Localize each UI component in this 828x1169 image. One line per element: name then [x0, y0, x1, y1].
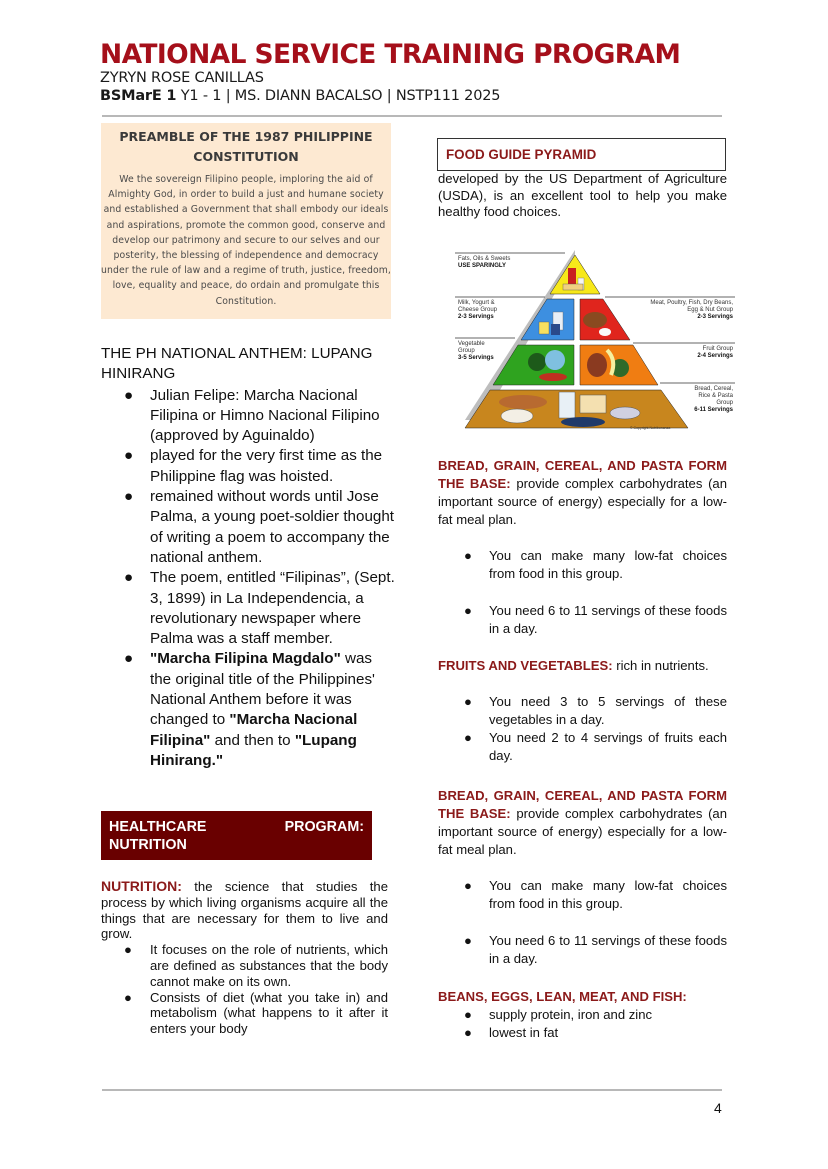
page-header [100, 40, 730, 106]
list-item: ● "Marcha Filipina Magdalo" was the original title of the Philippines' National Anthem before it was changed to "Marcha Nacional Filipina" and then to "Lupang Hinirang." [124, 650, 375, 769]
pyramid-label-fats: Fats, Oils & Sweets USE SPARINGLY [458, 256, 511, 269]
nutrition-term: NUTRITION: [101, 878, 182, 894]
program-code: BSMarE 1 [100, 88, 177, 104]
bullet-icon: ● [124, 942, 132, 958]
section-heading: BREAD, GRAIN, CEREAL, AND PASTA FORM THE BASE: [438, 788, 727, 822]
bullet-icon: ● [464, 1007, 472, 1023]
healthcare-heading-box: HEALTHCARE PROGRAM: NUTRITION [101, 811, 372, 860]
preamble-box [101, 123, 391, 319]
bullet-icon: ● [464, 730, 472, 746]
anthem-heading: THE PH NATIONAL ANTHEM: LUPANG HINIRANG [101, 345, 373, 383]
list-item: ● supply protein, iron and zinc [438, 1006, 727, 1024]
section-heading: BEANS, EGGS, LEAN, MEAT, AND FISH: [438, 989, 687, 1004]
pyramid-label-milk: Milk, Yogurt & Cheese Group 2-3 Servings [458, 300, 498, 320]
list-item: ● You can make many low-fat choices from food in this group. [464, 548, 727, 582]
list-item: ● lowest in fat [438, 1024, 727, 1042]
list-item: ● played for the very first time as the Philippine flag was hoisted. [124, 447, 383, 485]
preamble-title: PREAMBLE OF THE 1987 PHILIPPINE CONSTITUTION [119, 129, 373, 164]
nutrition-section [101, 879, 388, 1037]
bullet-icon: ● [464, 548, 472, 564]
list-item: ● It focuses on the role of nutrients, which are defined as substances that the body cannot make on its own. [124, 942, 388, 989]
section-bread-grain-1: BREAD, GRAIN, CEREAL, AND PASTA FORM THE BASE: provide complex carbohydrates (an important source of energy) especially for a low- fat meal plan. ● You can make many low-fat choices from food in this group. ● You need 6 to 11 servings of these foods in a day. [438, 457, 727, 638]
bullet-icon: ● [464, 602, 472, 618]
food-pyramid-title: FOOD GUIDE PYRAMID [446, 147, 597, 162]
list-item: ● Consists of diet (what you take in) and metabolism (what happens to it after it enters your body [124, 989, 388, 1037]
list-item: ● The poem, entitled “Filipinas”, (Sept. 3, 1899) in La Independencia, a revolutionary newspaper where Palma was a staff member. [124, 569, 395, 648]
bullet-icon: ● [124, 650, 134, 668]
course-details [100, 87, 730, 106]
food-pyramid-description: developed by the US Department of Agriculture (USDA), is an excellent tool to help you make healthy food choices. [438, 171, 727, 219]
bullet-icon: ● [464, 694, 472, 710]
pyramid-label-bread: Bread, Cereal, Rice & Pasta Group 6-11 Servings [694, 386, 733, 413]
bullet-icon: ● [124, 989, 132, 1005]
header-divider [102, 115, 722, 117]
bullet-icon: ● [124, 569, 134, 587]
bullet-icon: ● [464, 1025, 472, 1041]
section-heading: FRUITS AND VEGETABLES: [438, 658, 613, 673]
pyramid-label-fruit: Fruit Group 2-4 Servings [697, 346, 733, 359]
list-item: ● Julian Felipe: Marcha Nacional Filipina or Himno Nacional Filipino (approved by Aguinaldo) [124, 386, 380, 445]
list-item: ● You need 6 to 11 servings of these foods in a day. [464, 932, 727, 966]
section-heading: BREAD, GRAIN, CEREAL, AND PASTA FORM THE BASE: [438, 458, 727, 492]
list-item: ● remained without words until Jose Palma, a young poet-soldier thought of writing a poem to accompany the national anthem. [124, 488, 395, 566]
food-pyramid-image [455, 250, 735, 432]
pyramid-label-vegetable: Vegetable Group 3-5 Servings [458, 341, 494, 361]
nutrition-bullet-list [101, 942, 388, 1037]
bullet-icon: ● [464, 932, 472, 948]
anthem-bullet-list [101, 386, 396, 772]
section-bread-grain-2: BREAD, GRAIN, CEREAL, AND PASTA FORM THE BASE: provide complex carbohydrates (an important source of energy) especially for a low- fat meal plan. ● You can make many low-fat choices from food in this group. ● You need 6 to 11 servings of these foods in a day. [438, 787, 727, 968]
pyramid-copyright: © Copyright Nutribonanza [630, 426, 671, 430]
bullet-icon: ● [464, 878, 472, 894]
list-item: ● You can make many low-fat choices from food in this group. [464, 878, 727, 912]
student-name: ZYRYN ROSE CANILLAS [100, 70, 264, 86]
section-fruits-vegetables: FRUITS AND VEGETABLES: rich in nutrients. ● You need 3 to 5 servings of these vegetables in a day. ● You need 2 to 4 servings of fruits each day. [438, 657, 727, 765]
bullet-icon: ● [124, 386, 134, 404]
course-info: Y1 - 1 | MS. DIANN BACALSO | NSTP111 2025 [176, 88, 501, 104]
bullet-icon: ● [124, 488, 134, 506]
page-number: 4 [714, 1100, 722, 1116]
list-item: ● You need 3 to 5 servings of these vegetables in a day. [464, 694, 727, 728]
list-item: ● You need 2 to 4 servings of fruits each day. [464, 730, 727, 764]
section-beans-eggs-meat-fish [438, 988, 727, 1042]
preamble-text: We the sovereign Filipino people, imploring the aid of Almighty God, in order to build a just and humane society and established a Government that shall embody our ideals and aspirations, promote the common good, conserve and develop our patrimony and secure to our selves and our posterity, the blessing of independence and democracy under the rule of law and a regime of truth, justice, freedom, love, equality and peace, do ordain and promulgate this Constitution. [101, 174, 391, 307]
anthem-section [101, 344, 396, 771]
list-item: ● You need 6 to 11 servings of these foods in a day. [464, 602, 727, 636]
pyramid-diagram-icon [455, 250, 735, 432]
footer-divider [102, 1089, 722, 1091]
bullet-icon: ● [124, 447, 134, 465]
nutrition-definition: NUTRITION: the science that studies the process by which living organisms acquire all the things that are necessary for them to live and grow. [101, 878, 388, 942]
food-pyramid-heading-box [437, 138, 726, 171]
document-title: NATIONAL SERVICE TRAINING PROGRAM [100, 39, 681, 70]
pyramid-label-meat: Meat, Poultry, Fish, Dry Beans, Egg & Nut Group 2-3 Servings [650, 300, 733, 320]
